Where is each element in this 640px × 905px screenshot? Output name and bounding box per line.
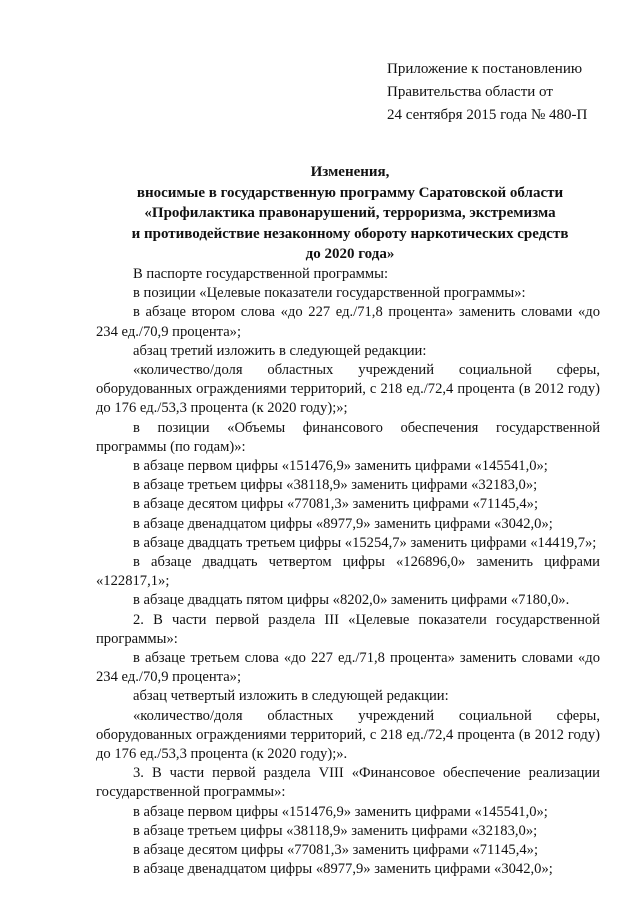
- paragraph: в абзаце третьем цифры «38118,9» заменить цифрами «32183,0»;: [133, 477, 538, 494]
- paragraph: в абзаце двенадцатом цифры «8977,9» заменить цифрами «3042,0»;: [133, 515, 553, 532]
- paragraph: в позиции «Целевые показатели государственной программы»:: [133, 285, 526, 302]
- appendix-header: [387, 58, 632, 127]
- paragraph: 3. В части первой раздела VIII «Финансовое обеспечение реализации государственной программы»:: [96, 765, 600, 801]
- paragraph: в абзаце двенадцатом цифры «8977,9» заменить цифрами «3042,0»;: [133, 861, 553, 878]
- paragraph: «количество/доля областных учреждений социальной сферы, оборудованных ограждениями территорий, с 218 ед./72,4 процента (в 2012 году) до 176 ед./53,3 процента (к 2020 году);».: [96, 707, 600, 763]
- paragraph: в позиции «Объемы финансового обеспечения государственной программы (по годам)»:: [96, 419, 600, 455]
- title-line: «Профилактика правонарушений, терроризма, экстремизма: [144, 205, 556, 221]
- paragraph: абзац третий изложить в следующей редакции:: [133, 342, 427, 359]
- paragraph: в абзаце третьем слова «до 227 ед./71,8 процента» заменить словами «до 234 ед./70,9 процента»;: [96, 650, 600, 686]
- paragraph: в абзаце двадцать третьем цифры «15254,7» заменить цифрами «14419,7»;: [133, 534, 597, 551]
- paragraph: «количество/доля областных учреждений социальной сферы, оборудованных ограждениями территорий, с 218 ед./72,4 процента (в 2012 году) до 176 ед./53,3 процента (к 2020 году);»;: [96, 362, 600, 417]
- title-line: Изменения,: [310, 164, 390, 180]
- paragraph: абзац четвертый изложить в следующей редакции:: [133, 688, 449, 705]
- paragraph: в абзаце десятом цифры «77081,3» заменить цифрами «71145,4»;: [133, 496, 538, 513]
- appendix-line: Приложение к постановлению: [387, 61, 583, 77]
- title-line: и противодействие незаконному обороту наркотических средств: [131, 225, 569, 242]
- paragraph: В паспорте государственной программы:: [133, 266, 389, 282]
- paragraph: в абзаце двадцать четвертом цифры «126896,0» заменить цифрами «122817,1»;: [96, 554, 600, 590]
- document-title: [80, 162, 620, 265]
- paragraph: в абзаце десятом цифры «77081,3» заменить цифрами «71145,4»;: [133, 842, 538, 859]
- title-line: до 2020 года»: [305, 246, 395, 262]
- paragraph: в абзаце первом цифры «151476,9» заменить цифрами «145541,0»;: [133, 458, 548, 475]
- paragraph: в абзаце втором слова «до 227 ед./71,8 процента» заменить словами «до 234 ед./70,9 процента»;: [96, 304, 600, 340]
- appendix-line: Правительства области от: [387, 84, 553, 100]
- appendix-line: 24 сентября 2015 года № 480-П: [387, 107, 588, 123]
- document-body: [96, 265, 600, 880]
- paragraph: в абзаце первом цифры «151476,9» заменить цифрами «145541,0»;: [133, 803, 548, 820]
- paragraph: в абзаце третьем цифры «38118,9» заменить цифрами «32183,0»;: [133, 822, 538, 839]
- paragraph: в абзаце двадцать пятом цифры «8202,0» заменить цифрами «7180,0».: [133, 592, 570, 609]
- title-line: вносимые в государственную программу Саратовской области: [136, 184, 564, 201]
- paragraph: 2. В части первой раздела III «Целевые показатели государственной программы»:: [96, 611, 600, 647]
